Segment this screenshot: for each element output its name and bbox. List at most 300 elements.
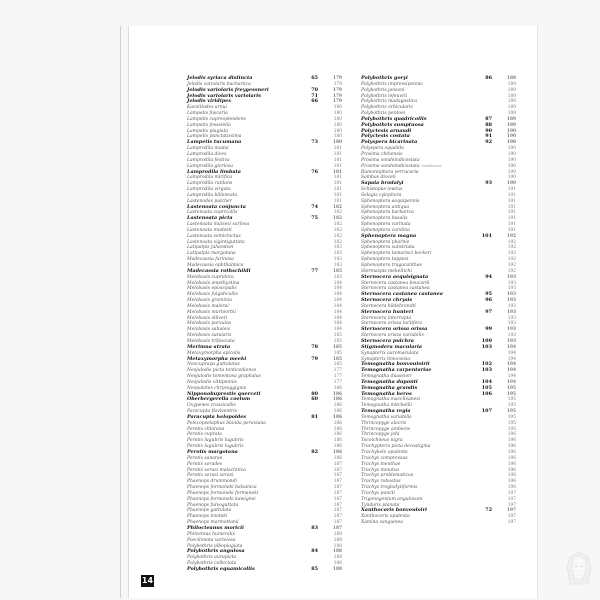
species-name: Melobasis murtoorbii [187,309,236,315]
page-reference: 183 [333,274,342,280]
species-name: Lamprodila mudai [187,146,229,152]
page-reference: 195 [507,409,516,415]
species-name: Temognatha regia [361,408,411,415]
plate-number: 103 [481,367,492,374]
species-name: Sphenoptera basalis [361,216,408,222]
page-reference: 188 [333,549,342,555]
page-reference: 193 [507,315,516,321]
plate-number: 90 [485,127,492,134]
species-name: Sternocera castanea castanea [361,286,430,292]
page-reference: 195 [507,385,516,391]
page-reference: 195 [507,397,516,403]
plate-number: 75 [311,215,318,222]
species-name: Temognatha macclleanesi [361,397,421,403]
index-column-right [361,76,516,526]
species-name: Jelodis syriaca distincta [187,75,253,81]
page-reference: 196 [507,461,516,467]
page-reference: 191 [507,204,516,210]
page-reference: 180 [333,111,342,117]
plate-number: 60 [311,396,318,403]
page-reference: 186 [333,438,342,444]
species-name: Sapaia brodalyi [361,180,404,187]
page-reference: 187 [333,520,342,526]
species-note: semilucens [421,163,442,168]
species-name: Perotis chlorana [187,426,225,432]
page-reference: 193 [507,333,516,339]
page-reference: 181 [333,198,342,204]
page-reference: 179 [333,87,342,93]
page-reference: 181 [333,187,342,193]
species-name: Lamprodila dives [187,151,227,157]
page-reference: 191 [507,227,516,233]
species-name: Madecassia rothschildi [187,267,251,274]
species-name: Neojulodis picta tonticediense [187,368,257,374]
species-name: Melobasis graminia [187,298,232,304]
species-name: Polybothris impressipennis [361,81,423,87]
species-name: Lampetis cupreoplendens [187,116,246,122]
plate-number: 79 [311,355,318,362]
page-reference: 187 [333,479,342,485]
page-reference: 181 [333,169,342,175]
plate-number: 66 [311,98,318,105]
plate-number: 71 [311,92,318,99]
species-name: Thrincopyge johi [361,432,400,438]
species-name: Sphenoptera magna [361,232,417,239]
page-reference: 181 [333,181,342,187]
page-reference: 180 [333,105,342,111]
species-name: Lastenodes pulcher [187,198,232,204]
pharaoh-head-logo-icon [566,551,592,585]
species-name: Philocteus humeralis [187,531,235,537]
species-name: Poecilonota variolosa [187,537,236,543]
plate-number: 65 [311,75,318,81]
page-reference: 187 [333,496,342,502]
species-name: Latipalpis juhandoei [187,245,234,251]
page-reference: 186 [333,385,342,391]
page-reference: 184 [333,327,342,333]
species-name: Sphenoptera aequipennis [361,198,420,204]
species-name: Synapterix auromaculata [361,350,419,356]
species-name: Metaxymorpha meeki [187,355,247,362]
page-reference: 179 [333,93,342,99]
plate-number: 77 [311,267,318,274]
species-name: Polybothris madagastica [361,99,417,105]
page-reference: 195 [507,403,516,409]
page-reference: 192 [507,257,516,263]
species-name: Trachypteris picta decastigma [361,444,431,450]
page-reference: 184 [333,298,342,304]
page-reference: 184 [333,303,342,309]
species-name: Polybothris goryi [361,75,408,81]
index-column-left [187,76,342,573]
plate-number: 70 [311,86,318,93]
page-reference: 181 [333,157,342,163]
page-reference: 181 [333,192,342,198]
page-reference: 183 [333,257,342,263]
species-name: Sternocera castanea castanea [361,291,443,298]
page-reference: 194 [507,350,516,356]
page-reference: 182 [333,210,342,216]
plate-number: 72 [485,507,492,514]
page-reference: 187 [333,461,342,467]
page-reference: 182 [333,227,342,233]
species-name: Lampetis fuscaria [187,111,228,117]
page-reference: 179 [333,81,342,87]
species-name: Schistopus lowtus [361,187,403,193]
species-name: Sphenoptera carslina [361,227,410,233]
species-name: Phaenops knoteki [187,514,228,520]
page-reference: 197 [507,502,516,508]
page-reference: 181 [333,146,342,152]
page-reference: 184 [333,292,342,298]
species-name: Prosima sondeindicostata [361,157,420,163]
page-reference: 180 [333,140,342,146]
species-name: Polybothris lefeuvrii [361,93,408,99]
page-reference: 181 [333,175,342,181]
species-name: Perotis xerasi malachitica [187,467,246,473]
species-name: Trachys puncti [361,490,395,496]
species-name: Trachys minutus [361,467,400,473]
page-reference: 193 [507,274,516,280]
species-name: Sphenoptera carinata [361,222,411,228]
plate-number: 86 [485,75,492,81]
page-reference: 183 [333,245,342,251]
plate-number: 107 [481,408,492,415]
species-name: Lamprodila billeneata [187,192,238,198]
species-name: Jelodis variolaris buchariica [187,81,251,87]
species-name: Philocteanus moricii [187,524,244,531]
species-name: Paracupta flaviventris [187,409,238,415]
species-name: Sphenoptera tappesi [361,257,409,263]
species-name: Melobasis amethystina [187,280,240,286]
plate-number: 106 [481,390,492,397]
page-reference: 180 [333,116,342,122]
page-reference: 189 [507,87,516,93]
page-reference: 187 [333,485,342,491]
page-reference: 186 [333,409,342,415]
species-name: Perotis lugubris lugubris [187,444,244,450]
page-reference: 188 [333,537,342,543]
species-name: Lastenoata picta [187,215,233,222]
page-reference: 179 [333,76,342,81]
species-name: Lampetis tucumana [187,139,242,146]
species-name: Thrincopyge ambiens [361,426,411,432]
page-reference: 181 [333,151,342,157]
page-reference: 196 [507,444,516,450]
page-reference: 194 [507,374,516,380]
species-name: Sternocera aequisignata [361,273,429,280]
page-reference: 197 [507,490,516,496]
plate-number: 105 [481,384,492,391]
species-name: Jelodis viridipes [187,98,231,105]
species-name: Temognatha mitchellii [361,403,412,409]
page-reference: 188 [333,543,342,549]
page-reference: 180 [333,122,342,128]
page-reference: 193 [507,298,516,304]
species-name: Sternocera interrupta [361,315,412,321]
page-reference: 196 [507,467,516,473]
page-reference: 177 [333,374,342,380]
species-name: Sternocera pulchra [361,337,414,344]
species-name: Stermaspis mekeltichi [361,268,412,274]
page-reference: 195 [507,426,516,432]
species-name: Lastenoata cupricollis [187,210,238,216]
species-name: Stigmodera macularia [361,343,422,350]
species-name: Merimna atrata [187,343,231,350]
plate-number: 92 [485,139,492,146]
species-name: Prosima sondeindicostata semilucens [361,163,442,169]
plate-number: 103 [481,343,492,350]
species-name: Trachys menthae [361,461,401,467]
page-reference: 192 [507,239,516,245]
page-reference: 187 [333,473,342,479]
page-reference: 185 [333,333,342,339]
page-reference: 197 [507,496,516,502]
page-reference: 191 [507,192,516,198]
species-name: Oxypenes crassicallis [187,403,236,409]
species-name: Melobasis parvulas [187,321,232,327]
species-name: Lamprodila virgata [187,187,231,193]
page-reference: 182 [333,222,342,228]
page-reference: 196 [507,473,516,479]
plate-number: 100 [481,337,492,344]
page-reference: 185 [333,356,342,362]
page-reference: 190 [507,146,516,152]
page-reference: 196 [507,479,516,485]
page-reference: 188 [333,531,342,537]
page-reference: 187 [333,514,342,520]
page-reference: 194 [507,362,516,368]
page-reference: 197 [507,508,516,514]
species-name: Melobasis cupridora [187,274,234,280]
species-name: Phaenops guttulata [187,508,232,514]
page-reference: 190 [507,128,516,134]
species-name: Oberbergerella coelum [187,396,251,403]
page-reference: 188 [333,555,342,561]
page-reference: 187 [333,502,342,508]
species-name: Temognatha variabilis [361,414,412,420]
species-name: Selagis cylophora [361,192,402,198]
plate-number: 101 [481,232,492,239]
page-reference: 187 [333,508,342,514]
page-reference: 191 [507,198,516,204]
page-reference: 191 [507,210,516,216]
plate-number: 87 [485,115,492,122]
species-name: Tyndaris planata [361,502,400,508]
page-reference: 196 [507,432,516,438]
page-reference: 196 [507,438,516,444]
page-reference: 179 [333,99,342,105]
species-name: Xamino sanguinea [361,520,403,526]
plate-number: 96 [485,297,492,304]
species-name: Phaenops formaneki balsanica [187,485,257,491]
species-name: Melobasis olliveri [187,315,228,321]
species-name: Lastenoata conjuncta [187,203,246,210]
page-reference: 186 [333,450,342,455]
species-name: Temognatha heros [361,390,412,397]
species-name: Lamprodila limbata [187,168,241,175]
species-name: Synapterix limocoisia [361,356,411,362]
page-reference: 183 [333,268,342,274]
page-reference: 192 [507,251,516,257]
page-reference: 187 [333,490,342,496]
plate-number: 73 [311,139,318,146]
species-name: Polybothris angulosa [187,548,245,555]
species-name: Polybothris jansoni [361,87,405,93]
species-name: Sphenoptera pharnie [361,239,410,245]
species-name: Phaenops formaneki kawignei [187,496,256,502]
species-name: Latipalpis margotana [187,251,236,257]
species-name: Prosima chinensis [361,151,403,157]
species-name: Perotis xerades [187,461,223,467]
index-entry [187,567,342,573]
plate-number: 95 [485,291,492,298]
species-name: Neocuprapa guttulatus [187,362,240,368]
page-reference: 184 [333,315,342,321]
page-reference: 190 [507,163,516,169]
species-name: Sphenoptera antiqua [361,204,410,210]
species-name: Sternocera orissa luctifera [361,321,423,327]
page-reference: 186 [333,432,342,438]
species-name: Polybothris sumptuosa [361,121,424,128]
species-name: Ramonnphora verrucaria [361,169,419,175]
species-name: Trachys problematicus [361,473,414,479]
page-reference: 193 [507,286,516,292]
plate-number: 81 [311,413,318,420]
species-name: Phaenops formaneki formaneki [187,490,259,496]
species-name: Polyctesis arnaudi [361,127,412,134]
species-name: Polybothris aurupicta [187,555,237,561]
page-reference: 193 [507,309,516,315]
species-name: Sphenoptera substriata [361,245,415,251]
page-reference: 177 [333,368,342,374]
species-name: Lampetis fosselella [187,122,231,128]
species-name: Sambus dioceli [361,175,396,181]
page-reference: 194 [507,356,516,362]
page-reference: 189 [507,122,516,128]
page-reference: 189 [507,81,516,87]
species-name: Tocoichneus nigra [361,438,403,444]
plate-number: 93 [485,180,492,187]
plate-number: 84 [311,548,318,555]
species-name: Temognatha duaseiori [361,374,412,380]
index-page [128,26,538,598]
page-reference: 182 [333,233,342,239]
species-name: Trachys troglodytiformis [361,485,418,491]
page-reference: 192 [507,245,516,251]
page-reference: 188 [333,566,342,572]
species-name: Sternocera orissa orissa [361,326,428,333]
page-reference: 186 [333,391,342,397]
species-name: Metaxymorpha apicalis [187,350,241,356]
species-name: Sternocera castanea boucardi [361,280,430,286]
species-name: Perotis sanarae [187,455,223,461]
species-name: Lamprodila rutilans [187,181,233,187]
page-reference: 189 [507,105,516,111]
species-name: Jelodis variolaris variolaris [187,92,261,99]
plate-number: 78 [311,343,318,350]
species-name: Kasnitiodes arnui [187,105,228,111]
species-name: Polybothris pentoei [361,111,406,117]
species-name: Xanthocoris bonvouloiri [361,507,428,514]
species-name: Trachykele opulenta [361,450,408,455]
species-name: Nipponobuprestis querceti [187,390,261,397]
page-reference: 189 [507,116,516,122]
species-name: Madecassia ophthalmica [187,263,244,268]
plate-number: 99 [485,326,492,333]
page-number: 14 [141,576,154,585]
species-name: Sternocera hildebrandti [361,303,416,309]
page-reference: 180 [333,134,342,140]
page-reference: 196 [507,455,516,461]
plate-number: 88 [485,121,492,128]
species-name: Perotis lugubris lugubris [187,438,244,444]
species-name: Temognatha bonvouloirii [361,361,430,368]
species-name: Thrincopyge alacris [361,420,407,426]
page-reference: 190 [507,169,516,175]
page-reference: 190 [507,134,516,140]
species-name: Polybothris quadricollis [361,115,427,122]
page-reference: 194 [507,379,516,385]
page-reference: 177 [333,379,342,385]
page-reference: 184 [333,280,342,286]
page-reference: 187 [333,525,342,531]
species-name: Lastenoata semicinctus [187,233,241,239]
species-name: Perotis xerasi xerasi [187,473,234,479]
species-name: Madecassia farinosa [187,257,234,263]
page-reference: 192 [507,263,516,268]
species-name: Neopalotes chrysoggignis [187,385,247,391]
page-reference: 191 [507,216,516,222]
page-reference: 186 [333,414,342,420]
species-name: Perotis margotana [187,449,238,455]
species-name: Melobasis episcopalis [187,286,237,292]
species-name: Xanthocoris opulenta [361,514,410,520]
page-reference: 185 [333,338,342,344]
page-reference: 192 [507,268,516,274]
page-reference: 193 [507,303,516,309]
species-name: Lamprodila gloriosa [187,163,233,169]
page-reference: 190 [507,151,516,157]
page-reference: 193 [507,327,516,333]
index-entry [361,520,516,526]
species-name: Sphenoptera tragacanthae [361,263,423,268]
species-name: Polyspera bicarinata [361,139,418,146]
species-name: Pelecopselaphus blanda peruviana [187,420,266,426]
species-name: Melobasis fulgidicollis [187,292,238,298]
species-name: Polybothris orbicularis [361,105,413,111]
page-reference: 190 [507,157,516,163]
page-reference: 194 [507,344,516,350]
page-reference: 186 [333,426,342,432]
species-name: Sphenoptera barbarica [361,210,414,216]
page-reference: 185 [333,344,342,350]
page-reference: 182 [333,216,342,222]
plate-number: 104 [481,378,492,385]
species-name: Lamprodila mirifica [187,175,233,181]
species-name: Lastenoata mulsesi surfosa [187,222,250,228]
page-reference: 186 [333,420,342,426]
page-reference: 190 [507,181,516,187]
crop-line-left [120,26,121,598]
page-reference: 185 [333,362,342,368]
page-reference: 195 [507,414,516,420]
plate-number: 76 [311,168,318,175]
plate-number: 82 [311,449,318,455]
species-name: Temognatha grandis [361,384,418,391]
page-reference: 193 [507,338,516,344]
page-reference: 195 [507,420,516,426]
